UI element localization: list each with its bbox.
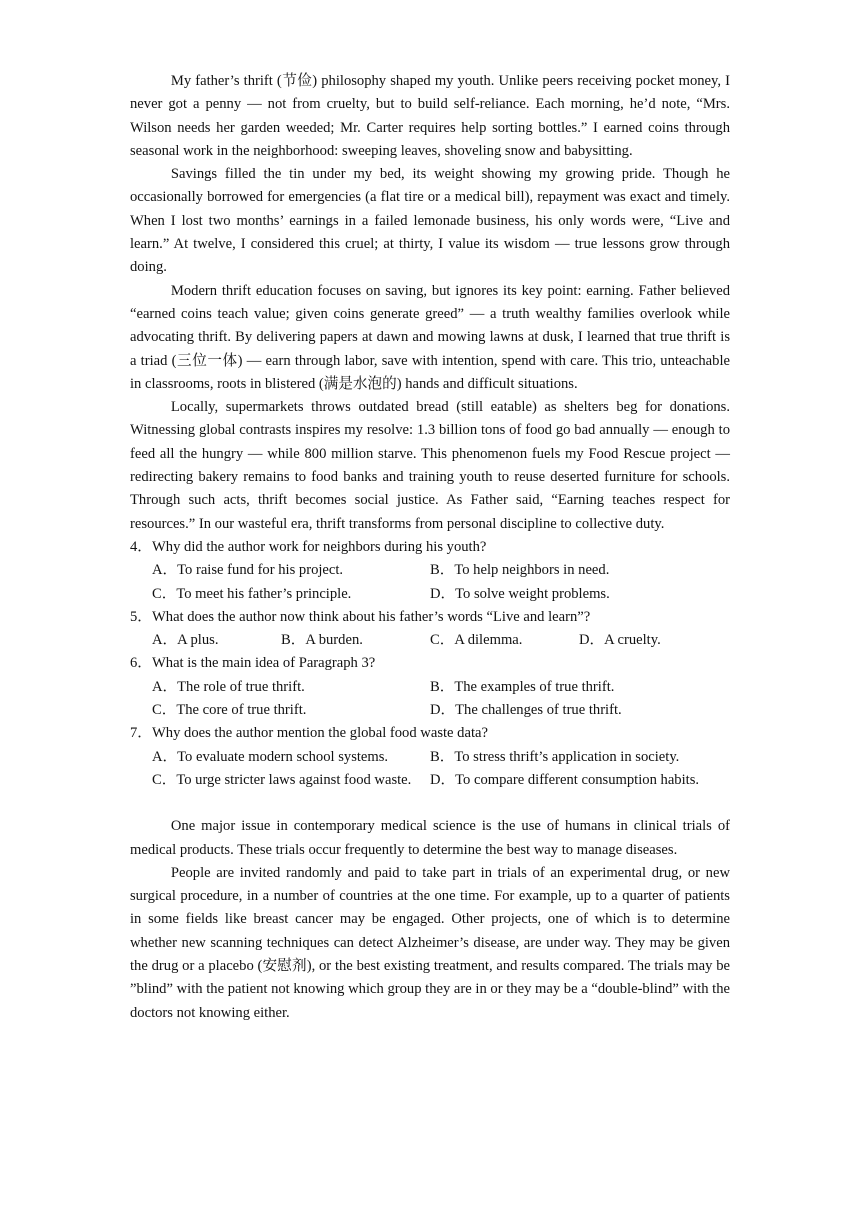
question-stem: What does the author now think about his father’s words “Live and learn”? xyxy=(152,608,591,625)
option-b[interactable]: B．The examples of true thrift. xyxy=(430,678,615,695)
option-b[interactable]: B．To stress thrift’s application in society. xyxy=(430,748,680,765)
passage-1-paragraph-4: Locally, supermarkets throws outdated bread (still eatable) as shelters beg for donations. Witnessing global contrasts inspires my resolve: 1.3 billion tons of food go bad annually — enough to feed all the hungry — while 800 million starve. This phenomenon fuels my Food Rescue project — redirecting bakery remains to food banks and training youth to reuse deserted furniture for schools. Through such acts, thrift becomes social justice. As Father said, “Earning teaches respect for resources.” In our wasteful era, thrift transforms from personal discipline to collective duty. xyxy=(130,399,730,532)
option-a[interactable]: A．To raise fund for his project. xyxy=(152,562,344,579)
section-spacer xyxy=(130,792,730,815)
option-d[interactable]: D．To solve weight problems. xyxy=(430,585,610,602)
passage-2-paragraph-2: People are invited randomly and paid to take part in trials of an experimental drug, or new surgical procedure, in a number of countries at the one time. For example, up to a quarter of patients in some fields like breast cancer may be engaged. Other projects, one of which is to determine whether new scanning techniques can detect Alzheimer’s disease, are under way. They may be given the drug or a placebo (安慰剂), or the best existing treatment, and results compared. The trials may be ”blind” with the patient not knowing which group they are in or they may be a “double-blind” with the doctors not knowing either. xyxy=(130,864,730,1021)
question-number: 5． xyxy=(130,608,152,625)
question-4 xyxy=(130,536,730,606)
question-number: 6． xyxy=(130,655,152,672)
question-7 xyxy=(130,722,730,792)
question-number: 4． xyxy=(130,538,152,555)
document-content xyxy=(130,70,730,1025)
option-d[interactable]: D．A cruelty. xyxy=(579,632,661,649)
question-stem: What is the main idea of Paragraph 3? xyxy=(152,655,376,672)
option-b[interactable]: B．A burden. xyxy=(281,632,363,649)
option-b[interactable]: B．To help neighbors in need. xyxy=(430,562,610,579)
option-c[interactable]: C．To urge stricter laws against food waste. xyxy=(152,771,412,788)
passage-1-paragraph-2: Savings filled the tin under my bed, its weight showing my growing pride. Though he occasionally borrowed for emergencies (a flat tire or a medical bill), repayment was exact and timely. When I lost two months’ earnings in a failed lemonade business, his only words were, “Live and learn.” At twelve, I considered this cruel; at thirty, I value its wisdom — true lessons grow through doing. xyxy=(130,166,730,276)
option-a[interactable]: A．The role of true thrift. xyxy=(152,678,305,695)
option-d[interactable]: D．To compare different consumption habits. xyxy=(430,771,700,788)
option-c[interactable]: C．To meet his father’s principle. xyxy=(152,585,352,602)
option-a[interactable]: A．A plus. xyxy=(152,632,219,649)
question-list xyxy=(130,536,730,792)
option-c[interactable]: C．The core of true thrift. xyxy=(152,702,307,719)
question-number: 7． xyxy=(130,725,152,742)
question-5 xyxy=(130,606,730,653)
passage-1-paragraph-3: Modern thrift education focuses on saving, but ignores its key point: earning. Father believed “earned coins teach value; given coins generate greed” — a truth wealthy families overlook while advocating thrift. By delivering papers at dawn and mowing lawns at dusk, I learned that true thrift is a triad (三位一体) — earn through labor, save with intention, spend with care. This trio, unteachable in classrooms, roots in blistered (满是水泡的) hands and difficult situations. xyxy=(130,282,730,392)
option-a[interactable]: A．To evaluate modern school systems. xyxy=(152,748,389,765)
option-c[interactable]: C．A dilemma. xyxy=(430,632,523,649)
passage-2-paragraph-1: One major issue in contemporary medical science is the use of humans in clinical trials of medical products. These trials occur frequently to determine the best way to manage diseases. xyxy=(130,818,730,858)
question-6 xyxy=(130,652,730,722)
passage-1 xyxy=(130,70,730,536)
option-d[interactable]: D．The challenges of true thrift. xyxy=(430,702,622,719)
passage-2 xyxy=(130,815,730,1025)
question-stem: Why does the author mention the global food waste data? xyxy=(152,725,488,742)
passage-1-paragraph-1: My father’s thrift (节俭) philosophy shaped my youth. Unlike peers receiving pocket money, I never got a penny — not from cruelty, but to build self-reliance. Each morning, he’d note, “Mrs. Wilson needs her garden weeded; Mr. Carter requires help sorting bottles.” I earned coins through seasonal work in the neighborhood: sweeping leaves, shoveling snow and babysitting. xyxy=(130,73,730,159)
question-stem: Why did the author work for neighbors during his youth? xyxy=(152,538,487,555)
